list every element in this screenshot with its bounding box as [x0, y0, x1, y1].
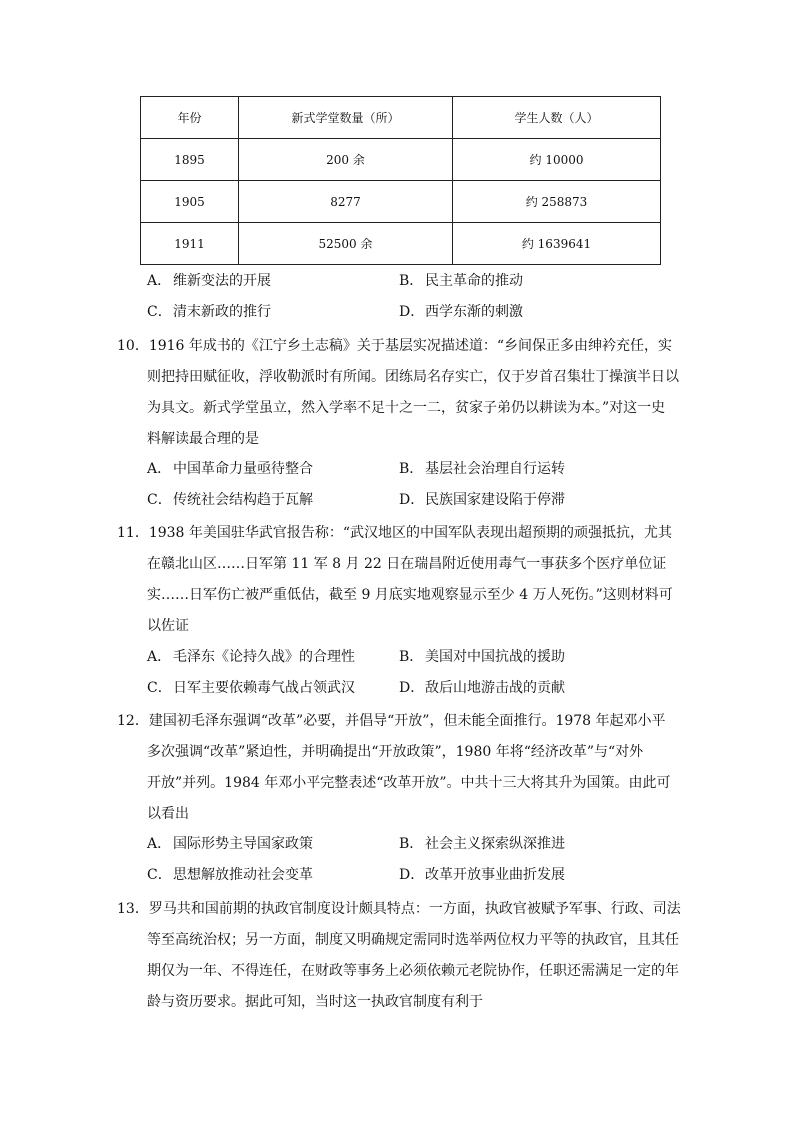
option-c[interactable]: C．日军主要依赖毒气战占领武汉	[147, 680, 355, 696]
question-line: 开放”并列。1984 年邓小平完整表述“改革开放”。中共十三大将其升为国策。由此可	[147, 775, 671, 791]
option-a-text: 国际形势主导国家政策	[173, 836, 313, 852]
table-cell: 1905	[141, 181, 239, 223]
question-12	[117, 706, 677, 830]
option-c-text: 清末新政的推行	[173, 304, 271, 320]
question-line: 以看出	[147, 806, 189, 822]
question-line: 等至高统治权；另一方面，制度又明确规定需同时选举两位权力平等的执政官，且其任	[147, 932, 679, 948]
question-line: 12．建国初毛泽东强调“改革”必要，并倡导“开放”，但未能全面推行。1978 年起邓小平	[117, 713, 666, 729]
question-line: 龄与资历要求。据此可知，当时这一执政官制度有利于	[147, 994, 483, 1010]
table-row	[141, 181, 661, 223]
option-b[interactable]: B． 社会主义探索纵深推进	[399, 836, 565, 852]
question-line: 则把持田赋征收，浮收勒派时有所闻。团练局名存实亡，仅于岁首召集壮丁操演半日以	[147, 369, 679, 385]
option-a[interactable]: A． 中国革命力量亟待整合	[147, 461, 313, 477]
question-line: 13．罗马共和国前期的执政官制度设计颇具特点：一方面，执政官被赋予军事、行政、司法	[117, 901, 681, 917]
option-c[interactable]: C．传统社会结构趋于瓦解	[147, 492, 313, 508]
question-line: 在赣北山区……日军第 11 军 8 月 22 日在瑞昌附近使用毒气一事获多个医疗单位证	[147, 556, 667, 572]
option-a-text: 毛泽东《论持久战》的合理性	[173, 649, 355, 665]
option-b[interactable]: B． 美国对中国抗战的援助	[399, 649, 565, 665]
option-b-text: 基层社会治理自行运转	[425, 461, 565, 477]
question-line: 为具文。新式学堂虽立，然入学率不足十之一二，贫家子弟仍以耕读为本。”对这一史	[147, 400, 666, 416]
option-b-text: 民主革命的推动	[425, 273, 523, 289]
table-cell: 约 258873	[453, 181, 661, 223]
option-c-text: 传统社会结构趋于瓦解	[173, 492, 313, 508]
table-header-cell: 年份	[141, 97, 239, 139]
school-statistics-table	[140, 96, 661, 265]
question-11	[117, 518, 677, 642]
option-c-text: 日军主要依赖毒气战占领武汉	[173, 680, 355, 696]
option-b[interactable]: B． 基层社会治理自行运转	[399, 461, 565, 477]
table-header-row	[141, 97, 661, 139]
table-cell: 52500 余	[239, 223, 453, 265]
table-header-cell: 新式学堂数量（所）	[239, 97, 453, 139]
option-a-text: 中国革命力量亟待整合	[173, 461, 313, 477]
option-a[interactable]: A． 毛泽东《论持久战》的合理性	[147, 649, 355, 665]
option-c[interactable]: C．清末新政的推行	[147, 304, 271, 320]
option-d-text: 敌后山地游击战的贡献	[425, 680, 565, 696]
option-d[interactable]: D．改革开放事业曲折发展	[399, 867, 565, 883]
table-cell: 1911	[141, 223, 239, 265]
option-a[interactable]: A． 国际形势主导国家政策	[147, 836, 313, 852]
table-row	[141, 139, 661, 181]
table-cell: 8277	[239, 181, 453, 223]
table-cell: 1895	[141, 139, 239, 181]
option-d-text: 西学东渐的刺激	[425, 304, 523, 320]
option-d[interactable]: D．民族国家建设陷于停滞	[399, 492, 565, 508]
option-c[interactable]: C．思想解放推动社会变革	[147, 867, 313, 883]
option-d[interactable]: D．西学东渐的刺激	[399, 304, 523, 320]
question-line: 多次强调“改革”紧迫性，并明确提出“开放政策”，1980 年将“经济改革”与“对外	[147, 744, 644, 760]
table-cell: 约 10000	[453, 139, 661, 181]
question-line: 以佐证	[147, 618, 189, 634]
option-a[interactable]: A． 维新变法的开展	[147, 273, 271, 289]
question-line: 11．1938 年美国驻华武官报告称：“武汉地区的中国军队表现出超预期的顽强抵抗，尤其	[117, 525, 673, 541]
option-c-text: 思想解放推动社会变革	[173, 867, 313, 883]
table-cell: 200 余	[239, 139, 453, 181]
question-line: 期仅为一年、不得连任，在财政等事务上必须依赖元老院协作，任职还需满足一定的年	[147, 963, 679, 979]
option-d-text: 改革开放事业曲折发展	[425, 867, 565, 883]
option-b-text: 美国对中国抗战的援助	[425, 649, 565, 665]
table-header-cell: 学生人数（人）	[453, 97, 661, 139]
question-line: 10．1916 年成书的《江宁乡土志稿》关于基层实况描述道：“乡间保正多由绅衿充任，实	[117, 338, 673, 354]
option-d-text: 民族国家建设陷于停滞	[425, 492, 565, 508]
option-a-text: 维新变法的开展	[173, 273, 271, 289]
question-line: 实……日军伤亡被严重低估，截至 9 月底实地观察显示至少 4 万人死伤。”这则材料可	[147, 587, 673, 603]
option-b-text: 社会主义探索纵深推进	[425, 836, 565, 852]
table-cell: 约 1639641	[453, 223, 661, 265]
option-d[interactable]: D．敌后山地游击战的贡献	[399, 680, 565, 696]
question-10	[117, 331, 677, 455]
option-b[interactable]: B． 民主革命的推动	[399, 273, 523, 289]
question-line: 料解读最合理的是	[147, 431, 259, 447]
question-13	[117, 894, 681, 1018]
table-row	[141, 223, 661, 265]
